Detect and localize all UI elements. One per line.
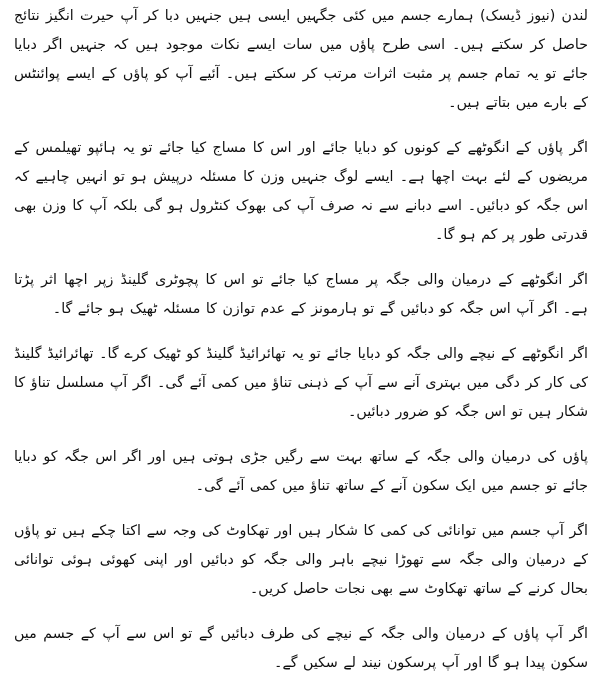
article-paragraph: اگر آپ جسم میں توانائی کی کمی کا شکار ہیں اور تھکاوٹ کی وجہ سے اکتا چکے ہیں تو پاؤں کے درمیان والی جگہ سے تھوڑا نیچے باہر والی جگہ کو دبائیں اور اپنی کھوئی ہوئی توانائی بحال کرنے کے ساتھ تھکاوٹ سے بھی نجات حاصل کریں۔ <box>14 523 588 597</box>
article-paragraph: اگر آپ پاؤں کے درمیان والی جگہ کے نیچے کی طرف دبائیں گے تو اس سے آپ کے جسم میں سکون پیدا ہو گا اور آپ پرسکون نیند لے سکیں گے۔ <box>14 626 588 671</box>
article-paragraph: اگر پاؤں کے انگوٹھے کے کونوں کو دبایا جائے اور اس کا مساج کیا جائے تو یہ ہائپو تھیلمس کے مریضوں کے لئے بہت اچھا ہے۔ ایسے لوگ جنہیں وزن کا مسئلہ درپیش ہو تو انہیں چاہیے کہ اس جگہ کو دبائیں۔ اسے دبانے سے نہ صرف آپ کی بھوک کنٹرول ہو گی بلکہ آپ کا وزن بھی قدرتی طور پر کم ہو گا۔ <box>14 140 588 243</box>
article-body <box>14 2 588 678</box>
article-paragraph: اگر انگوٹھے کے درمیان والی جگہ پر مساج کیا جائے تو اس کا پچوٹری گلینڈ زپر اچھا اثر پڑتا ہے۔ اگر آپ اس جگہ کو دبائیں گے تو ہارمونز کے عدم توازن کا مسئلہ ٹھیک ہو جائے گا۔ <box>14 272 588 317</box>
article-paragraph: اگر انگوٹھے کے نیچے والی جگہ کو دبایا جائے تو یہ تھائرائیڈ گلینڈ کو ٹھیک کرے گا۔ تھائرائیڈ گلینڈ کی کار کر دگی میں بہتری آنے سے آپ کے ذہنی تناؤ میں کمی آئے گی۔ اگر آپ مسلسل تناؤ کا شکار ہیں تو اس جگہ کو ضرور دبائیں۔ <box>14 346 588 420</box>
article-paragraph: پاؤں کی درمیان والی جگہ کے ساتھ بہت سے رگیں جڑی ہوتی ہیں اور اگر اس جگہ کو دبایا جائے تو جسم میں ایک سکون آنے کے ساتھ تناؤ میں کمی آئے گی۔ <box>14 449 588 494</box>
article-paragraph: لندن (نیوز ڈیسک) ہمارے جسم میں کئی جگہیں ایسی ہیں جنہیں دبا کر آپ حیرت انگیز نتائج حاصل کر سکتے ہیں۔ اسی طرح پاؤں میں سات ایسے نکات موجود ہیں کہ جنہیں اگر دبایا جائے تو یہ تمام جسم پر مثبت اثرات مرتب کر سکتے ہیں۔ آئیے آپ کو پاؤں کے ایسے پوائنٹس کے بارے میں بتاتے ہیں۔ <box>14 8 588 111</box>
